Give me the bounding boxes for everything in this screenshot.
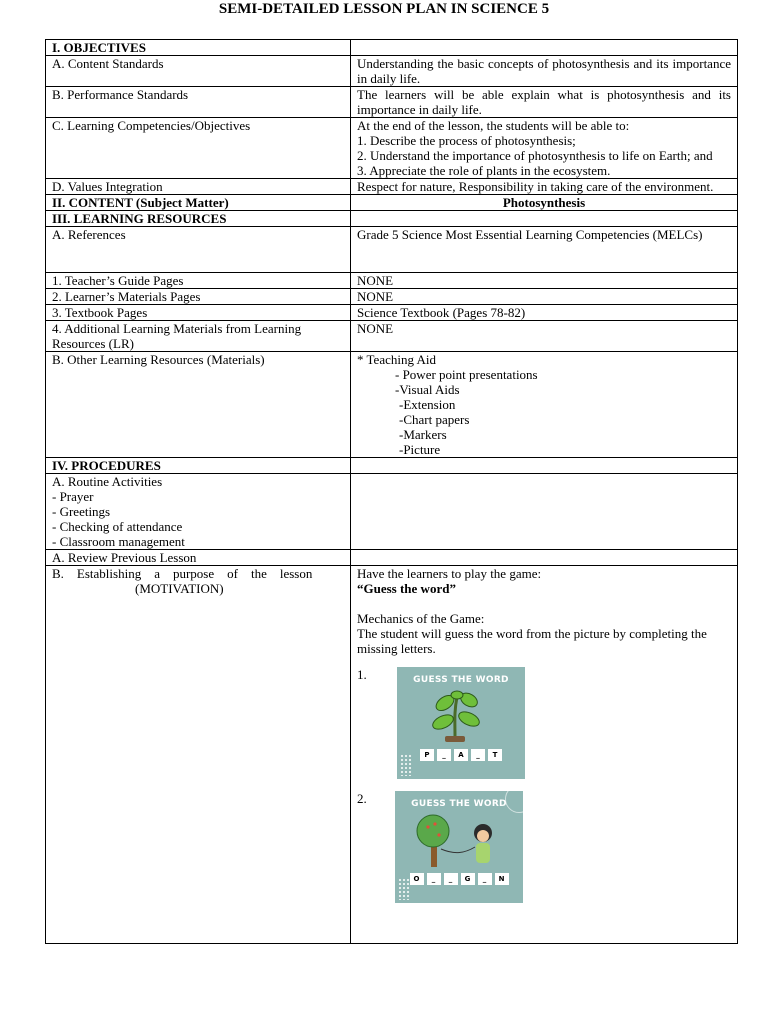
letter-box: G [461, 873, 475, 885]
document-title: SEMI-DETAILED LESSON PLAN IN SCIENCE 5 [218, 1, 550, 17]
table-row [46, 289, 738, 305]
resource-item: -Extension [399, 397, 456, 412]
values-integration-label: D. Values Integration [46, 179, 351, 195]
routine-item: - Prayer [52, 489, 94, 504]
guess-word-card-oxygen [395, 791, 523, 903]
tree-and-girl-icon [395, 791, 523, 903]
textbook-value: Science Textbook (Pages 78-82) [351, 305, 738, 321]
references-label: A. References [46, 227, 351, 273]
performance-standards-label: B. Performance Standards [46, 87, 351, 118]
table-row [46, 566, 738, 944]
letter-box: _ [427, 873, 441, 885]
values-integration-value: Respect for nature, Responsibility in taking care of the environment. [351, 179, 738, 195]
table-row [46, 305, 738, 321]
subject-matter-value: Photosynthesis [351, 195, 738, 211]
routine-activities-label: A. Routine Activities [52, 474, 163, 489]
game-name: “Guess the word” [357, 581, 456, 596]
routine-item: - Classroom management [52, 534, 185, 549]
performance-standards-value: The learners will be able explain what is photosynthesis and its importance in daily life. [351, 87, 738, 118]
card-caption: GUESS THE WORD [413, 675, 509, 685]
table-row [46, 352, 738, 458]
card-caption: GUESS THE WORD [411, 799, 507, 809]
teachers-guide-value: NONE [351, 273, 738, 289]
empty-cell [351, 40, 738, 56]
routine-activities-cell [46, 474, 351, 550]
competencies-intro: At the end of the lesson, the students will be able to: [357, 118, 630, 133]
teachers-guide-label: 1. Teacher’s Guide Pages [46, 273, 351, 289]
references-value: Grade 5 Science Most Essential Learning Competencies (MELCs) [351, 227, 738, 273]
lesson-plan-table [45, 39, 738, 944]
competencies-label: C. Learning Competencies/Objectives [46, 118, 351, 179]
letter-box: _ [471, 749, 485, 761]
content-heading: II. CONTENT (Subject Matter) [46, 195, 351, 211]
resource-item: -Markers [399, 427, 447, 442]
table-row [46, 458, 738, 474]
letter-box: P [420, 749, 434, 761]
table-row [46, 56, 738, 87]
other-resources-label: B. Other Learning Resources (Materials) [46, 352, 351, 458]
teaching-aid-heading: * Teaching Aid [357, 352, 437, 367]
resource-item: - Power point presentations [395, 367, 538, 382]
game-item-2 [357, 791, 731, 903]
empty-cell [351, 458, 738, 474]
letter-box: _ [478, 873, 492, 885]
empty-cell [351, 474, 738, 550]
routine-item: - Checking of attendance [52, 519, 183, 534]
content-standards-label: A. Content Standards [46, 56, 351, 87]
letter-boxes [397, 749, 525, 761]
competencies-value [351, 118, 738, 179]
additional-materials-label: 4. Additional Learning Materials from Learning Resources (LR) [46, 321, 351, 352]
letter-box: _ [437, 749, 451, 761]
table-row [46, 321, 738, 352]
plant-icon [397, 667, 525, 779]
table-row [46, 118, 738, 179]
resource-item: -Picture [399, 442, 441, 457]
letter-box: _ [444, 873, 458, 885]
routine-item: - Greetings [52, 504, 111, 519]
table-row [46, 227, 738, 273]
letter-box: O [410, 873, 424, 885]
mechanics-text: The student will guess the word from the picture by completing the missing letters. [357, 626, 707, 656]
table-row [46, 273, 738, 289]
letter-box: A [454, 749, 468, 761]
guess-word-card-plant [397, 667, 525, 779]
objectives-heading: I. OBJECTIVES [46, 40, 351, 56]
content-standards-value: Understanding the basic concepts of photosynthesis and its importance in daily life. [351, 56, 738, 87]
learners-materials-label: 2. Learner’s Materials Pages [46, 289, 351, 305]
resource-item: -Visual Aids [395, 382, 460, 397]
resource-item: -Chart papers [399, 412, 470, 427]
learners-materials-value: NONE [351, 289, 738, 305]
review-lesson-label: A. Review Previous Lesson [46, 550, 351, 566]
purpose-cell [46, 566, 351, 944]
table-row [46, 179, 738, 195]
game-cell [351, 566, 738, 944]
table-row [46, 40, 738, 56]
textbook-label: 3. Textbook Pages [46, 305, 351, 321]
game-item-1 [357, 667, 731, 779]
table-row [46, 195, 738, 211]
competency-item: 1. Describe the process of photosynthesis; [357, 133, 576, 148]
additional-materials-value: NONE [351, 321, 738, 352]
table-row [46, 211, 738, 227]
table-row [46, 474, 738, 550]
game-number: 2. [357, 791, 367, 806]
empty-cell [351, 550, 738, 566]
learning-resources-heading: III. LEARNING RESOURCES [46, 211, 351, 227]
mechanics-title: Mechanics of the Game: [357, 611, 485, 626]
competency-item: 3. Appreciate the role of plants in the ecosystem. [357, 163, 611, 178]
letter-box: N [495, 873, 509, 885]
game-intro: Have the learners to play the game: [357, 566, 542, 581]
competency-item: 2. Understand the importance of photosynthesis to life on Earth; and [357, 148, 713, 163]
procedures-heading: IV. PROCEDURES [46, 458, 351, 474]
letter-box: T [488, 749, 502, 761]
table-row [46, 550, 738, 566]
game-number: 1. [357, 667, 367, 682]
table-row [46, 87, 738, 118]
letter-boxes [395, 873, 523, 885]
motivation-label: (MOTIVATION) [135, 581, 224, 596]
decor-dots [398, 878, 410, 900]
empty-cell [351, 211, 738, 227]
decor-dots [400, 754, 412, 776]
other-resources-value [351, 352, 738, 458]
purpose-label: B. Establishing a purpose of the lesson [52, 566, 313, 581]
